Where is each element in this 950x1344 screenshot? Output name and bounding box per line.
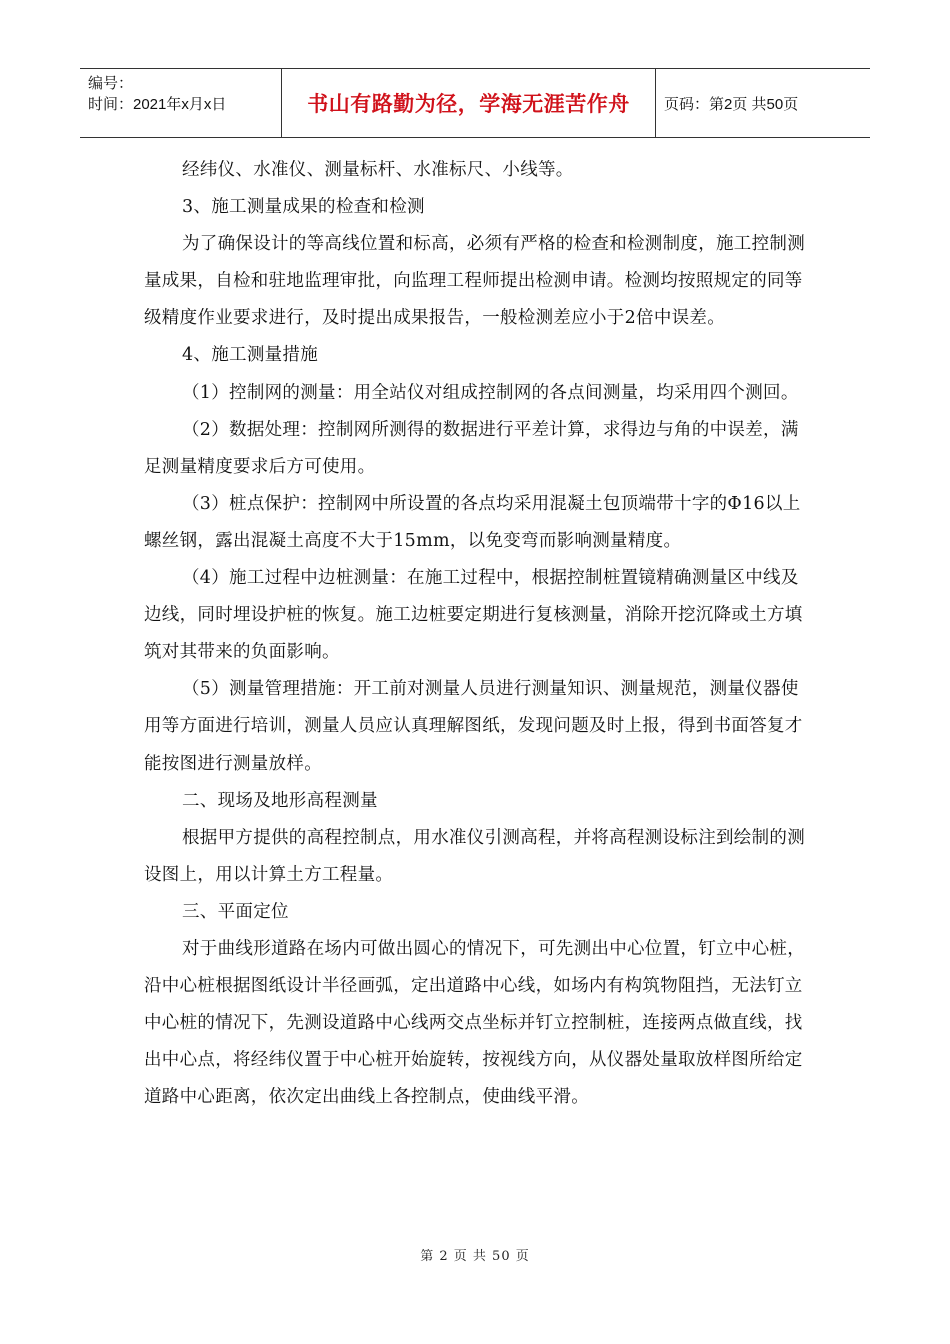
- section-heading: 3、施工测量成果的检查和检测: [182, 197, 425, 218]
- body-paragraph: （3）桩点保护：控制网中所设置的各点均采用混凝土包顶端带十字的Φ16以上螺丝钢，露出混凝土高度不大于15mm，以免变弯而影响测量精度。: [144, 493, 801, 551]
- body-paragraph: 经纬仪、水准仪、测量标杆、水准标尺、小线等。: [182, 160, 574, 180]
- body-paragraph: 为了确保设计的等高线位置和标高，必须有严格的检查和检测制度，施工控制测量成果，自检和驻地监理审批，向监理工程师提出检测申请。检测均按照规定的同等级精度作业要求进行，及时提出成果报告，一般检测差应小于2倍中误差。: [144, 234, 805, 329]
- page-footer: 第 2 页 共 50 页: [420, 1249, 530, 1264]
- body-paragraph: 根据甲方提供的高程控制点，用水准仪引测高程，并将高程测设标注到绘制的测设图上，用以计算土方工程量。: [144, 827, 805, 885]
- body-paragraph: （4）施工过程中边桩测量：在施工过程中，根据控制桩置镜精确测量区中线及边线，同时埋设护桩的恢复。施工边桩要定期进行复核测量，消除开挖沉降或土方填筑对其带来的负面影响。: [144, 568, 803, 663]
- document-number-label: 编号：: [88, 75, 134, 92]
- document-body: [144, 152, 808, 1116]
- body-paragraph: （2）数据处理：控制网所测得的数据进行平差计算，求得边与角的中误差，满足测量精度要求后方可使用。: [144, 419, 799, 477]
- document-time-label: 时间：2021年x月x日: [88, 96, 227, 113]
- header-meta: [80, 69, 282, 137]
- header-page-info: 页码：第2页 共50页: [664, 95, 799, 113]
- body-paragraph: （1）控制网的测量：用全站仪对组成控制网的各点间测量，均采用四个测回。: [182, 382, 799, 403]
- section-heading: 二、现场及地形高程测量: [182, 790, 378, 811]
- section-heading: 三、平面定位: [182, 901, 289, 922]
- body-paragraph: 对于曲线形道路在场内可做出圆心的情况下，可先测出中心位置，钉立中心桩，沿中心桩根据图纸设计半径画弧，定出道路中心线，如场内有构筑物阻挡，无法钉立中心桩的情况下，先测设道路中心线两交点坐标并钉立控制桩，连接两点做直线，找出中心点，将经纬仪置于中心桩开始旋转，按视线方向，从仪器处量取放样图所给定道路中心距离，依次定出曲线上各控制点，使曲线平滑。: [144, 938, 805, 1108]
- section-heading: 4、施工测量措施: [182, 345, 319, 366]
- document-header: [80, 68, 870, 138]
- header-motto: 书山有路勤为径，学海无涯苦作舟: [282, 69, 656, 137]
- body-paragraph: （5）测量管理措施：开工前对测量人员进行测量知识、测量规范，测量仪器使用等方面进行培训，测量人员应认真理解图纸，发现问题及时上报，得到书面答复才能按图进行测量放样。: [144, 679, 803, 774]
